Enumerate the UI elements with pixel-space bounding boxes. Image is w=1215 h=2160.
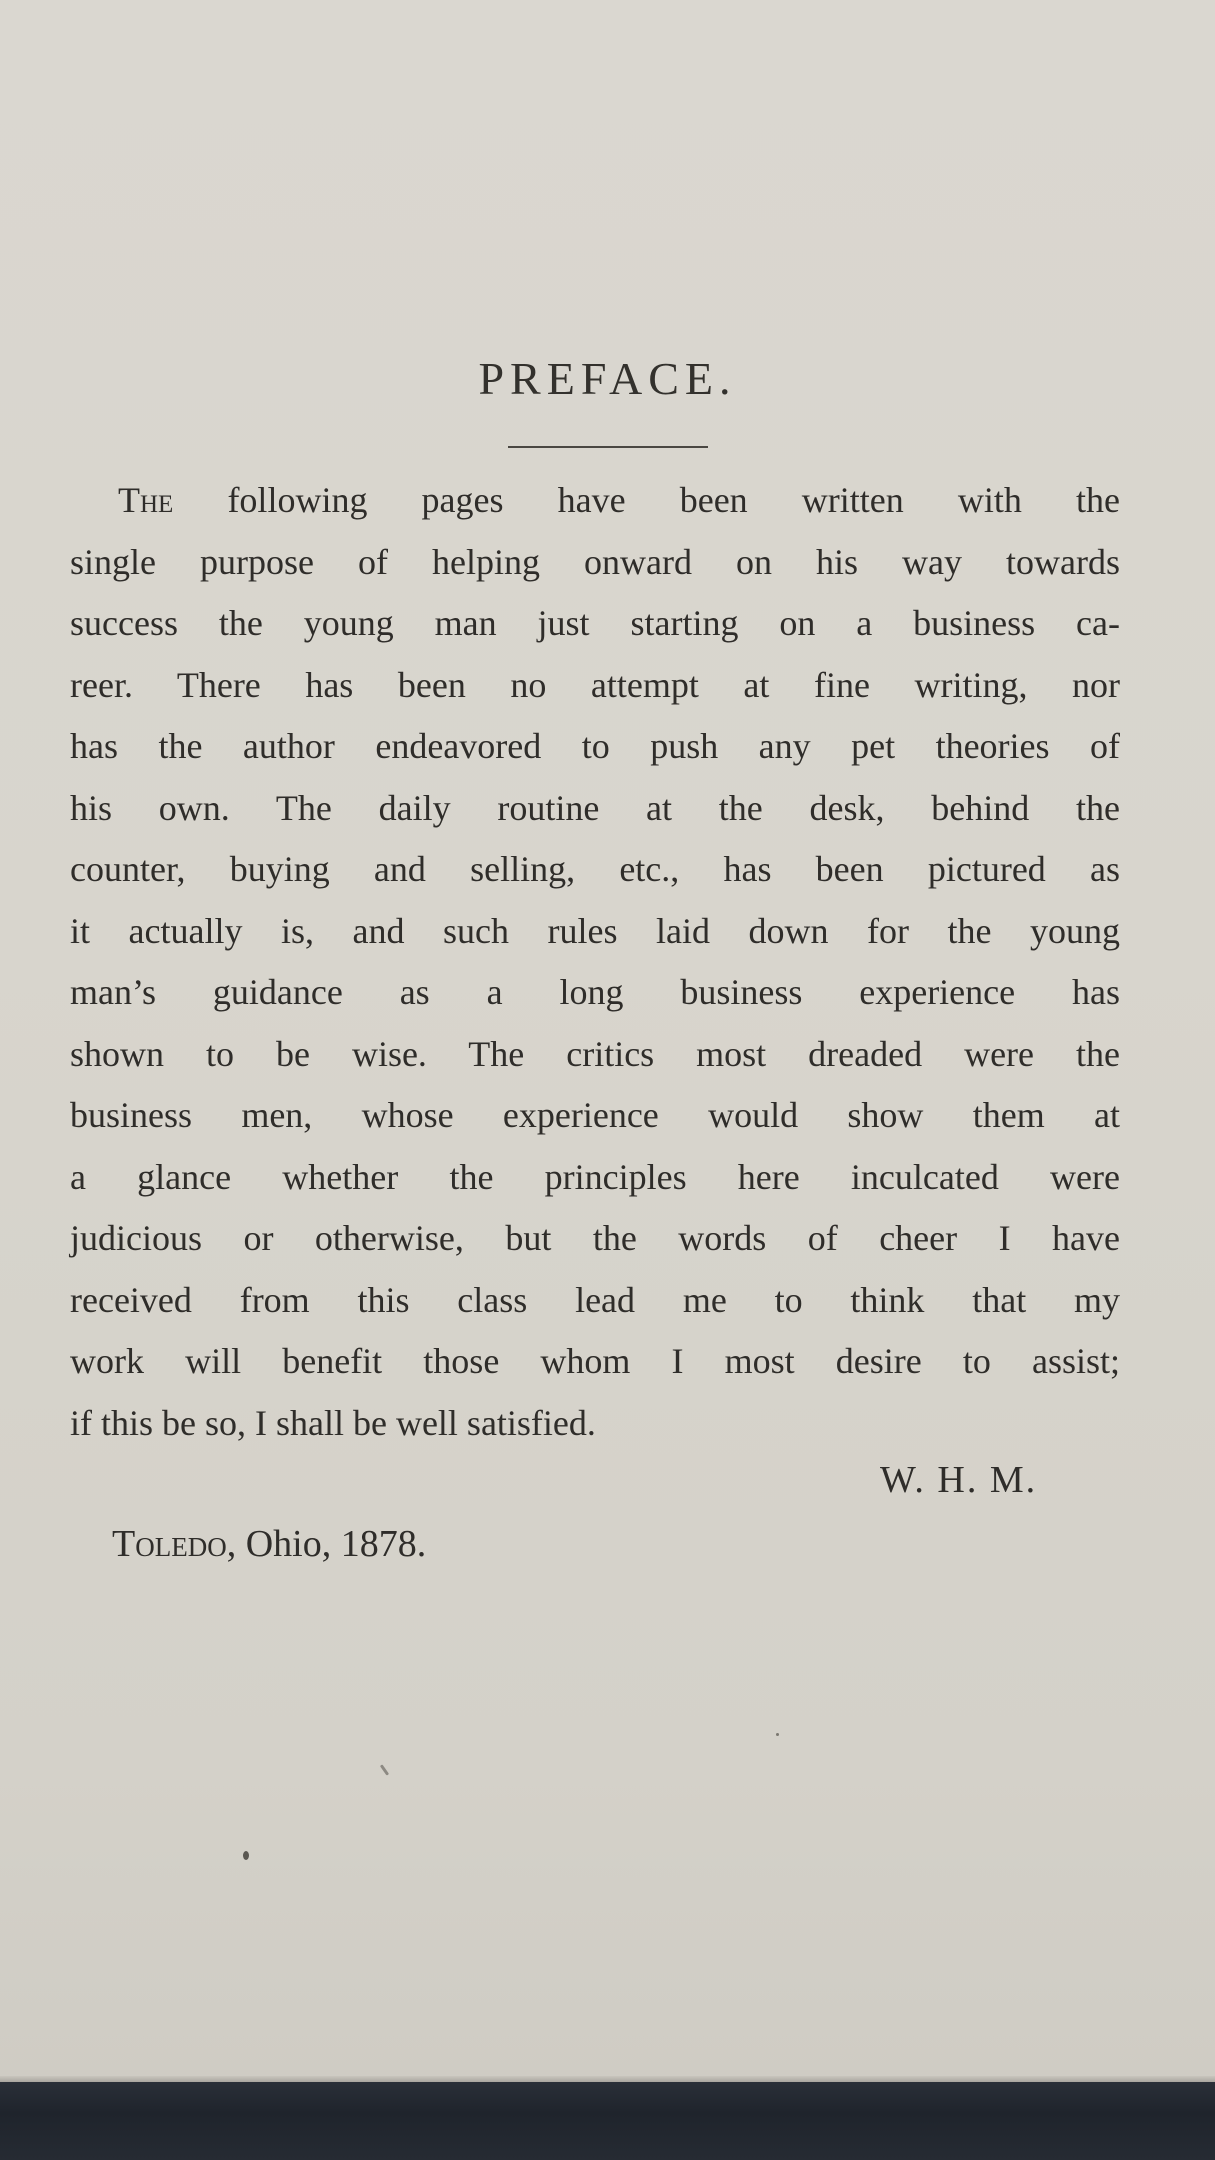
paragraph-line: success the young man just starting on a business ca- [70, 603, 1120, 643]
paper-speck [380, 1764, 389, 1776]
paragraph-line: a glance whether the principles here inculcated were [70, 1156, 1120, 1197]
paragraph-line: his own. The daily routine at the desk, behind the [70, 787, 1120, 828]
paragraph-line [70, 470, 1120, 532]
paragraph-line: counter, buying and selling, etc., has been pictured as [70, 849, 1120, 889]
paragraph-line: business men, whose experience would show them at [70, 1095, 1120, 1135]
place-date-text: , Ohio, 1878. [226, 1523, 427, 1565]
paragraph-line: work will benefit those whom I most desire to assist; [70, 1341, 1120, 1381]
paragraph-line: judicious or otherwise, but the words of cheer I have [70, 1218, 1120, 1258]
paper-speck [776, 1733, 779, 1736]
paragraph-line: single purpose of helping onward on his way towards [70, 541, 1120, 582]
drop-first-word: The [118, 480, 174, 520]
author-signature: W. H. M. [880, 1459, 1038, 1501]
title-rule [508, 446, 708, 448]
paragraph-line-text: following pages have been written with the [173, 480, 1120, 520]
paragraph-line: reer. There has been no attempt at fine writing, nor [70, 664, 1120, 705]
place-date [112, 1522, 426, 1566]
book-cover-edge [0, 2082, 1215, 2160]
paragraph-line: man’s guidance as a long business experience has [70, 972, 1120, 1012]
place-city: Toledo [112, 1523, 227, 1565]
paragraph-line: has the author endeavored to push any pet theories of [70, 726, 1120, 766]
preface-paragraph [70, 470, 1120, 1454]
paragraph-line: it actually is, and such rules laid down for the young [70, 910, 1120, 951]
paper-speck [243, 1851, 249, 1860]
page-title: PREFACE. [478, 353, 737, 404]
paragraph-line: received from this class lead me to think that my [70, 1279, 1120, 1320]
paragraph-line: if this be so, I shall be well satisfied. [70, 1402, 596, 1443]
paragraph-line: shown to be wise. The critics most dreaded were the [70, 1033, 1120, 1074]
